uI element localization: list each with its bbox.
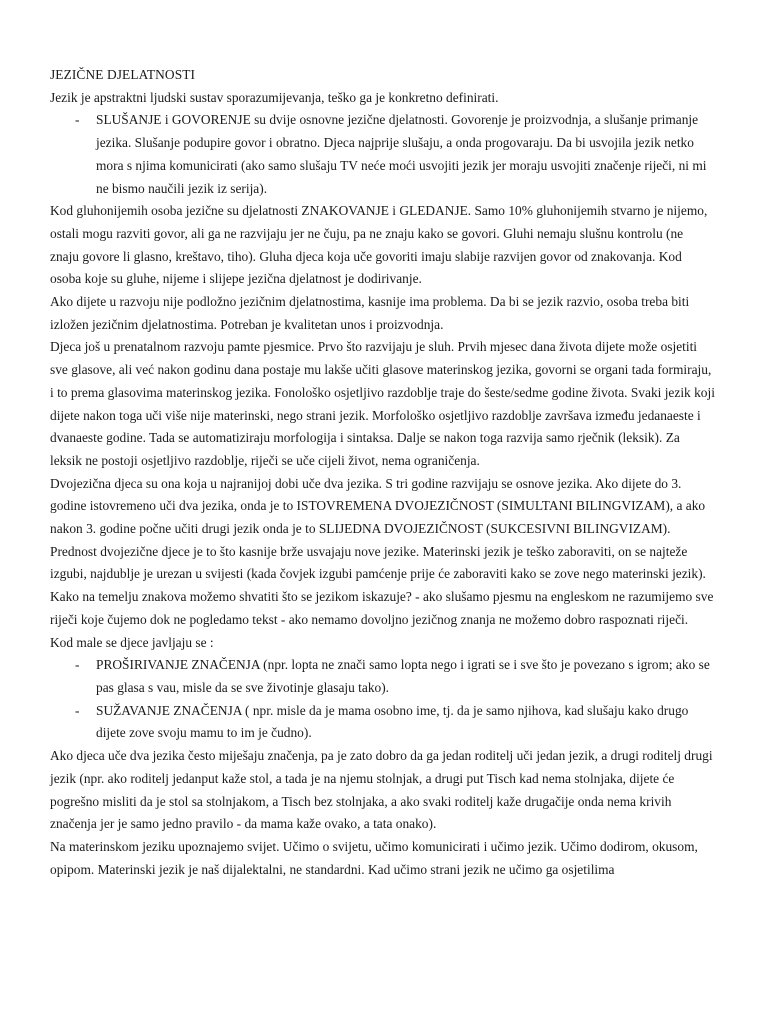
bullet-text: SLUŠANJE i GOVORENJE su dvije osnovne jezične djelatnosti. Govorenje je proizvodnja, a slušanje primanje jezika. Slušanje podupire govor i obratno. Djeca najprije slušaju, a onda progovaraju. Da bi usvojila jezik netko mora s njima komunicirati (ako samo slušaju TV neće moći usvojiti jezik jer moraju usvojiti značenje riječi, ni mi ne bismo naučili jezik iz serija). [96, 112, 707, 196]
bullet-list [50, 654, 715, 745]
bullet-item [50, 700, 715, 745]
document-title: JEZIČNE DJELATNOSTI [50, 67, 196, 82]
paragraph: Ako dijete u razvoju nije podložno jezičnim djelatnostima, kasnije ima problema. Da bi se jezik razvio, osoba treba biti izložen jezičnim djelatnostima. Potreban je kvalitetan unos i proizvodnja. [50, 294, 690, 332]
paragraph: Jezik je apstraktni ljudski sustav sporazumijevanja, teško ga je konkretno definirati. [50, 89, 499, 105]
paragraph: Kako na temelju znakova možemo shvatiti što se jezikom iskazuje? - ako slušamo pjesmu na engleskom ne razumijemo sve riječi koje čujemo dok ne pogledamo tekst - ako nemamo dovoljno jezičnog znanja ne možemo dobro raspoznati riječi. [50, 589, 714, 627]
bullet-text: SUŽAVANJE ZNAČENJA ( npr. misle da je mama osobno ime, tj. da je samo njihova, kad slušaju kako drugo dijete zove svoju mamu to im je čudno). [96, 702, 689, 741]
paragraph: Dvojezična djeca su ona koja u najranijoj dobi uče dva jezika. S tri godine razvijaju se osnove jezika. Ako dijete do 3. godine istovremeno uči dva jezika, onda je to ISTOVREMENA DVOJEZIČNOST (SIMULTANI BILINGVIZAM), a ako nakon 3. godine počne učiti drugi jezik onda je to SLIJEDNA DVOJEZIČNOST (SUKCESIVNI BILINGVIZAM). Prednost dvojezične djece je to što kasnije brže usvajaju nove jezike. Materinski jezik je teško zaboraviti, on se najteže izgubi, najdublje je urezan u svijesti (kada čovjek izgubi pamćenje prije će zaboraviti kako se zove nego materinski jezik). [50, 475, 706, 582]
bullet-list [50, 109, 715, 200]
paragraph: Djeca još u prenatalnom razvoju pamte pjesmice. Prvo što razvijaju je sluh. Prvih mjesec dana života dijete može osjetiti sve glasove, ali već nakon godinu dana postaje mu lakše učiti glasove materinskog jezika, govorni se organi tada formiraju, i to prema glasovima materinskog jezika. Fonološko osjetljivo razdoblje traje do šeste/sedme godine života. Svaki jezik koji dijete nakon toga uči više nije materinski, nego strani jezik. Morfološko osjetljivo razdoblje završava između jedanaeste i dvanaeste godine. Tada se automatiziraju morfologija i sintaksa. Dalje se nakon toga razvija samo rječnik (leksik). Za leksik ne postoji osjetljivo razdoblje, riječi se uče cijeli život, nema ograničenja. [50, 339, 715, 468]
document-body [50, 64, 715, 881]
paragraph: Na materinskom jeziku upoznajemo svijet. Učimo o svijetu, učimo komunicirati i učimo jezik. Učimo dodirom, okusom, opipom. Materinski jezik je naš dijalektalni, ne standardni. Kad učimo strani jezik ne učimo ga osjetilima [50, 838, 698, 877]
bullet-dash: - [75, 702, 80, 718]
paragraph: Ako djeca uče dva jezika često miješaju značenja, pa je zato dobro da ga jedan roditelj uči jedan jezik, a drugi roditelj drugi jezik (npr. ako roditelj jedanput kaže stol, a tada je na njemu stolnjak, a drugi put Tisch kad nema stolnjaka, dijete će pogrešno misliti da je stol sa stolnjakom, a Tisch bez stolnjaka, a ako svaki roditelj kaže drugačije onda nema krivih značenja jer je samo jedno pravilo - da mama kaže ovako, a tata onako). [50, 748, 713, 832]
bullet-text: PROŠIRIVANJE ZNAČENJA (npr. lopta ne znači samo lopta nego i igrati se i sve što je povezano s igrom; ako se pas glasa s vau, misle da se sve životinje glasaju tako). [96, 657, 710, 695]
paragraph: Kod gluhonijemih osoba jezične su djelatnosti ZNAKOVANJE i GLEDANJE. Samo 10% gluhonijemih stvarno je nijemo, ostali mogu razviti govor, ali ga ne razvijaju jer ne čuju, pa ne znaju kako se govori. Gluhi nemaju slušnu kontrolu (ne znaju govore li glasno, kreštavo, tiho). Gluha djeca koja uče govoriti imaju slabije razvijen govor od znakovanja. Kod osoba koje su gluhe, nijeme i slijepe jezična djelatnost je dodirivanje. [50, 203, 708, 287]
bullet-item [50, 109, 715, 200]
bullet-dash: - [75, 112, 80, 128]
bullet-dash: - [75, 657, 80, 673]
bullet-item [50, 654, 715, 699]
paragraph: Kod male se djece javljaju se : [50, 634, 214, 650]
